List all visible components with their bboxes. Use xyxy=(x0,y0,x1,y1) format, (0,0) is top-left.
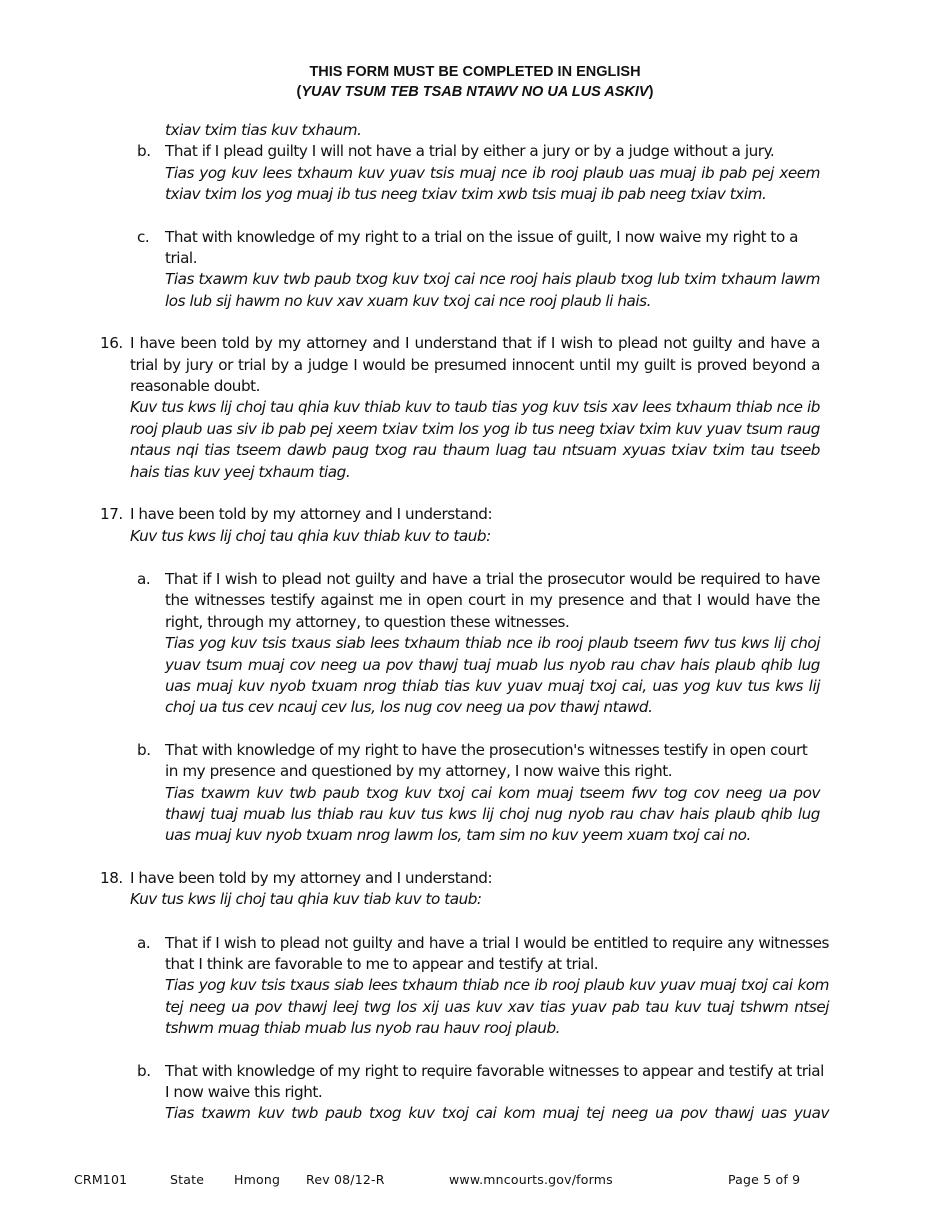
continued-text-block xyxy=(165,120,820,141)
item-letter: b. xyxy=(137,1061,151,1080)
item-letter: a. xyxy=(137,933,151,952)
item-17 xyxy=(100,504,820,547)
english-text: That with knowledge of my right to have the prosecution's witnesses testify in open court in my presence and questioned by my attorney, I now waive this right. xyxy=(165,740,808,781)
hmong-text: Kuv tus kws lij choj tau qhia kuv tiab kuv to taub: xyxy=(130,890,482,909)
footer-state: State xyxy=(170,1172,205,1187)
english-text: I have been told by my attorney and I understand: xyxy=(130,868,493,887)
hmong-text: Tias yog kuv tsis txaus siab lees txhaum thiab nce ib rooj plaub kuv yuav muaj txoj cai kom tej neeg ua pov thawj leej twg los xij uas kuv xav tias yuav pab tau kuv tuaj tshwm ntsej tshwm muag thiab muab lus nyob rau hauv rooj plaub. xyxy=(165,976,829,1038)
item-letter: a. xyxy=(137,569,151,588)
footer-page-number: Page 5 of 9 xyxy=(728,1172,801,1187)
item-17b xyxy=(137,740,820,847)
hmong-text: Tias yog kuv lees txhaum kuv yuav tsis muaj nce ib rooj plaub uas muaj ib pab pej xeem txiav txim los yog muaj ib tus neeg txiav txim xwb tsis muaj ib pab neeg txiav txim. xyxy=(165,163,820,204)
item-18 xyxy=(100,868,820,911)
item-18a xyxy=(137,933,829,1040)
hmong-text: Tias txawm kuv twb paub txog kuv txoj cai nce rooj hais plaub txog lub txim txhaum lawm los lub sij hawm no kuv xav xuam kuv txoj cai nce rooj plaub li hais. xyxy=(165,270,820,310)
subtitle-open-paren: ( xyxy=(296,84,302,100)
item-number: 18. xyxy=(100,868,123,887)
item-number: 17. xyxy=(100,505,123,524)
english-text: That with knowledge of my right to a trial on the issue of guilt, I now waive my right to a trial. xyxy=(165,227,799,268)
hmong-text: Kuv tus kws lij choj tau qhia kuv thiab kuv to taub tias yog kuv tsis xav lees txhaum thiab nce ib rooj plaub uas siv ib pab pej xeem txiav txim los yog ib tus neeg txiav txim kuv yuav tsum raug ntaus nqi tias tseem dawb paug txog rau thaum luag tau ntsuam xyuas txiav txim tau tseeb hais tias kuv yeej txhaum tiag. xyxy=(130,398,820,481)
footer-revision: Rev 08/12-R xyxy=(306,1172,385,1187)
english-text: I have been told by my attorney and I understand that if I wish to plead not guilty and have a trial by jury or trial by a judge I would be presumed innocent until my guilt is proved beyond a reasonable doubt. xyxy=(130,334,820,396)
item-letter: c. xyxy=(137,227,150,246)
english-text: That with knowledge of my right to require favorable witnesses to appear and testify at trial I now waive this right. xyxy=(165,1061,824,1102)
hmong-text: Tias txawm kuv twb paub txog kuv txoj cai kom muaj tseem fwv tog cov neeg ua pov thawj tuaj muab lus thiab rau kuv tus kws lij choj nug nyob rau chav hais plaub qhib lug uas muaj kuv nyob txuam nrog lawm los, tam sim no kuv yeem xuam txoj cai no. xyxy=(165,783,820,845)
english-text: That if I wish to plead not guilty and have a trial I would be entitled to require any witnesses that I think are favorable to me to appear and testify at trial. xyxy=(165,933,829,973)
item-16 xyxy=(100,333,820,483)
hmong-text: Tias txawm kuv twb paub txog kuv txoj cai kom muaj tej neeg ua pov thawj uas yuav xyxy=(165,1104,829,1123)
form-header xyxy=(0,62,950,102)
english-text: I have been told by my attorney and I understand: xyxy=(130,505,493,524)
item-15b xyxy=(137,141,820,205)
header-subtitle-text: YUAV TSUM TEB TSAB NTAWV NO UA LUS ASKIV xyxy=(301,84,649,100)
page-content xyxy=(0,120,950,1125)
hmong-text: Tias yog kuv tsis txaus siab lees txhaum thiab nce ib rooj plaub tseem fwv tus kws lij choj yuav tsum muaj cov neeg ua pov thawj tuaj muab lus nyob rau chav hais plaub qhib lug uas muaj kuv nyob txuam nrog thiab tias kuv yuav muaj txoj cai, uas yog kuv tus kws lij choj ua tus cev ncauj cev lus, los nug cov neeg ua pov thawj ntawd. xyxy=(165,634,820,717)
footer-form-code: CRM101 xyxy=(74,1172,128,1187)
footer-url-link[interactable]: www.mncourts.gov/forms xyxy=(449,1172,613,1187)
hmong-text: Kuv tus kws lij choj tau qhia kuv thiab kuv to taub: xyxy=(130,526,491,545)
item-letter: b. xyxy=(137,740,151,759)
item-letter: b. xyxy=(137,142,151,161)
item-15c xyxy=(137,227,820,313)
item-17a xyxy=(137,569,820,719)
item-number: 16. xyxy=(100,334,123,353)
header-subtitle xyxy=(0,82,950,102)
english-text: That if I wish to plead not guilty and have a trial the prosecutor would be required to have the witnesses testify against me in open court in my presence and that I would have the right, through my attorney, to question these witnesses. xyxy=(165,569,820,631)
footer-language: Hmong xyxy=(234,1172,281,1187)
english-text: That if I plead guilty I will not have a trial by either a jury or by a judge without a jury. xyxy=(165,142,775,161)
item-18b xyxy=(137,1061,829,1125)
page-footer xyxy=(0,1172,950,1190)
subtitle-close-paren: ) xyxy=(648,84,654,100)
continued-text-hmong: txiav txim tias kuv txhaum. xyxy=(165,121,362,139)
header-title: THIS FORM MUST BE COMPLETED IN ENGLISH xyxy=(309,64,641,80)
